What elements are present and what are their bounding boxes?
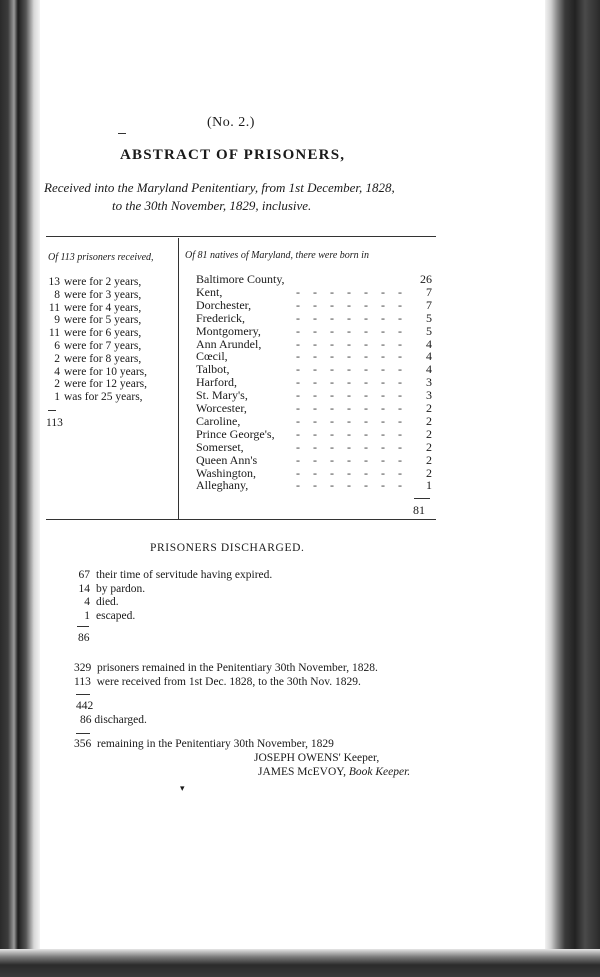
sentence-label: were for 10 years, bbox=[64, 365, 148, 378]
county-count: 4 bbox=[426, 336, 432, 351]
county-count: 3 bbox=[426, 388, 432, 403]
county-count: 5 bbox=[426, 310, 432, 325]
county-count: 1 bbox=[426, 478, 432, 493]
sentence-count: 4 bbox=[54, 365, 60, 378]
document-title: ABSTRACT OF PRISONERS, bbox=[120, 147, 346, 163]
keeper-signature: JOSEPH OWENS' Keeper, bbox=[254, 752, 380, 764]
discharged-reason: escaped. bbox=[96, 609, 136, 622]
county-count: 3 bbox=[426, 375, 432, 390]
summary-line-3: 86 discharged. bbox=[80, 714, 147, 726]
sentence-count: 6 bbox=[54, 340, 60, 352]
book-keeper-signature: JAMES McEVOY, Book Keeper. bbox=[258, 766, 411, 778]
leader-dots: - - - - - - - bbox=[296, 375, 407, 390]
county-name: Talbot, bbox=[196, 362, 230, 377]
county-count: 4 bbox=[426, 362, 432, 377]
title-dash bbox=[118, 133, 126, 134]
sentence-count: 8 bbox=[54, 288, 60, 301]
leader-dots: - - - - - - - bbox=[296, 465, 407, 480]
leader-dots: - - - - - - - bbox=[296, 310, 407, 325]
sentence-label: were for 5 years, bbox=[64, 314, 142, 327]
scan-edge-right bbox=[545, 0, 600, 977]
leader-dots: - - - - - - - bbox=[296, 401, 407, 415]
sentence-count: 2 bbox=[54, 378, 60, 391]
county-name: Dorchester, bbox=[196, 297, 252, 312]
discharged-total: 86 bbox=[78, 632, 90, 644]
summary-line-4: 356 remaining in the Penitentiary 30th November, 1829 bbox=[74, 738, 334, 750]
county-name: Harford, bbox=[196, 375, 237, 390]
sentences-header: Of 113 prisoners received, bbox=[48, 252, 154, 263]
sentence-count: 2 bbox=[54, 352, 60, 365]
natives-header: Of 81 natives of Maryland, there were born in bbox=[185, 250, 369, 261]
sentence-label: were for 2 years, bbox=[64, 276, 142, 288]
county-name: Worcester, bbox=[196, 401, 247, 415]
sentence-count: 11 bbox=[48, 301, 60, 314]
subtitle-line-1: Received into the Maryland Penitentiary, from 1st December, 1828, bbox=[44, 180, 395, 195]
summary-line-2: 113 were received from 1st Dec. 1828, to the 30th Nov. 1829. bbox=[74, 676, 361, 688]
scan-edge-left bbox=[0, 0, 40, 977]
document-page bbox=[40, 0, 545, 949]
document-number: (No. 2.) bbox=[207, 115, 255, 130]
table-bottom-rule bbox=[46, 519, 436, 520]
county-name: Prince George's, bbox=[196, 426, 275, 441]
discharged-count: 14 bbox=[78, 582, 90, 595]
county-count: 2 bbox=[426, 413, 432, 428]
county-count: 2 bbox=[426, 452, 432, 467]
sentence-label: were for 12 years, bbox=[64, 378, 148, 391]
leader-dots: - - - - - - - bbox=[296, 439, 407, 454]
county-count: 2 bbox=[426, 439, 432, 454]
scan-edge-bottom bbox=[0, 949, 600, 977]
county-name: Washington, bbox=[196, 465, 257, 480]
county-count: 2 bbox=[426, 465, 432, 480]
discharged-count: 1 bbox=[84, 609, 90, 622]
subtitle-line-2: to the 30th November, 1829, inclusive. bbox=[112, 198, 312, 213]
sentence-count: 13 bbox=[48, 276, 60, 288]
county-name: Queen Ann's bbox=[196, 452, 258, 467]
county-name: Cœcil, bbox=[196, 349, 228, 364]
natives-sum-rule bbox=[414, 498, 430, 499]
sentence-label: were for 3 years, bbox=[64, 288, 142, 301]
leader-dots: - - - - - - - bbox=[296, 478, 407, 493]
discharged-reason: by pardon. bbox=[96, 582, 146, 595]
sentence-label: were for 4 years, bbox=[64, 301, 142, 314]
county-name: Montgomery, bbox=[196, 323, 261, 338]
county-name: Somerset, bbox=[196, 439, 244, 454]
sentence-label: were for 8 years, bbox=[64, 352, 142, 365]
sentences-sum-rule bbox=[48, 410, 56, 411]
county-count: 2 bbox=[426, 426, 432, 441]
discharged-heading: PRISONERS DISCHARGED. bbox=[150, 542, 305, 554]
discharged-reason: their time of servitude having expired. bbox=[96, 569, 273, 581]
summary-final-rule bbox=[76, 733, 90, 734]
county-count: 7 bbox=[426, 297, 432, 312]
county-name: Frederick, bbox=[196, 310, 245, 325]
county-count: 5 bbox=[426, 323, 432, 338]
sentence-count: 1 bbox=[54, 391, 60, 404]
county-count: 7 bbox=[426, 284, 432, 299]
county-name: St. Mary's, bbox=[196, 388, 248, 403]
summary-sum: 442 bbox=[76, 700, 94, 712]
leader-dots: - - - - - - - bbox=[296, 452, 407, 467]
leader-dots: - - - - - - - bbox=[296, 297, 407, 312]
county-name: Baltimore County, bbox=[196, 272, 285, 286]
sentence-count: 11 bbox=[48, 327, 60, 340]
discharged-reason: died. bbox=[96, 596, 119, 608]
county-name: Caroline, bbox=[196, 413, 241, 428]
summary-line-1: 329 prisoners remained in the Penitentiary 30th November, 1828. bbox=[74, 662, 378, 674]
leader-dots: - - - - - - - bbox=[296, 323, 407, 338]
leader-dots: - - - - - - - bbox=[296, 284, 407, 299]
county-count: 4 bbox=[426, 349, 432, 364]
sentence-label: was for 25 years, bbox=[64, 391, 143, 404]
county-count: 26 bbox=[420, 272, 432, 286]
summary-sum-rule bbox=[76, 694, 90, 695]
county-count: 2 bbox=[426, 401, 432, 415]
county-name: Kent, bbox=[196, 284, 223, 299]
county-name: Ann Arundel, bbox=[196, 336, 262, 351]
leader-dots: - - - - - - - bbox=[296, 362, 407, 377]
leader-dots: - - - - - - - bbox=[296, 388, 407, 403]
printer-mark: ▾ bbox=[180, 783, 185, 793]
leader-dots: - - - - - - - bbox=[296, 349, 407, 364]
leader-dots: - - - - - - - bbox=[296, 426, 407, 441]
natives-total: 81 bbox=[413, 503, 425, 517]
sentence-label: were for 6 years, bbox=[64, 327, 142, 340]
sentence-label: were for 7 years, bbox=[64, 340, 142, 352]
leader-dots: - - - - - - - bbox=[296, 413, 407, 428]
sentence-count: 9 bbox=[54, 314, 60, 327]
discharged-count: 4 bbox=[84, 596, 90, 608]
discharged-count: 67 bbox=[78, 569, 90, 581]
discharged-sum-rule bbox=[77, 626, 89, 627]
leader-dots: - - - - - - - bbox=[296, 336, 407, 351]
table-top-rule bbox=[46, 236, 436, 237]
county-name: Alleghany, bbox=[196, 478, 249, 493]
sentences-total: 113 bbox=[46, 417, 63, 429]
table-divider bbox=[178, 238, 179, 520]
